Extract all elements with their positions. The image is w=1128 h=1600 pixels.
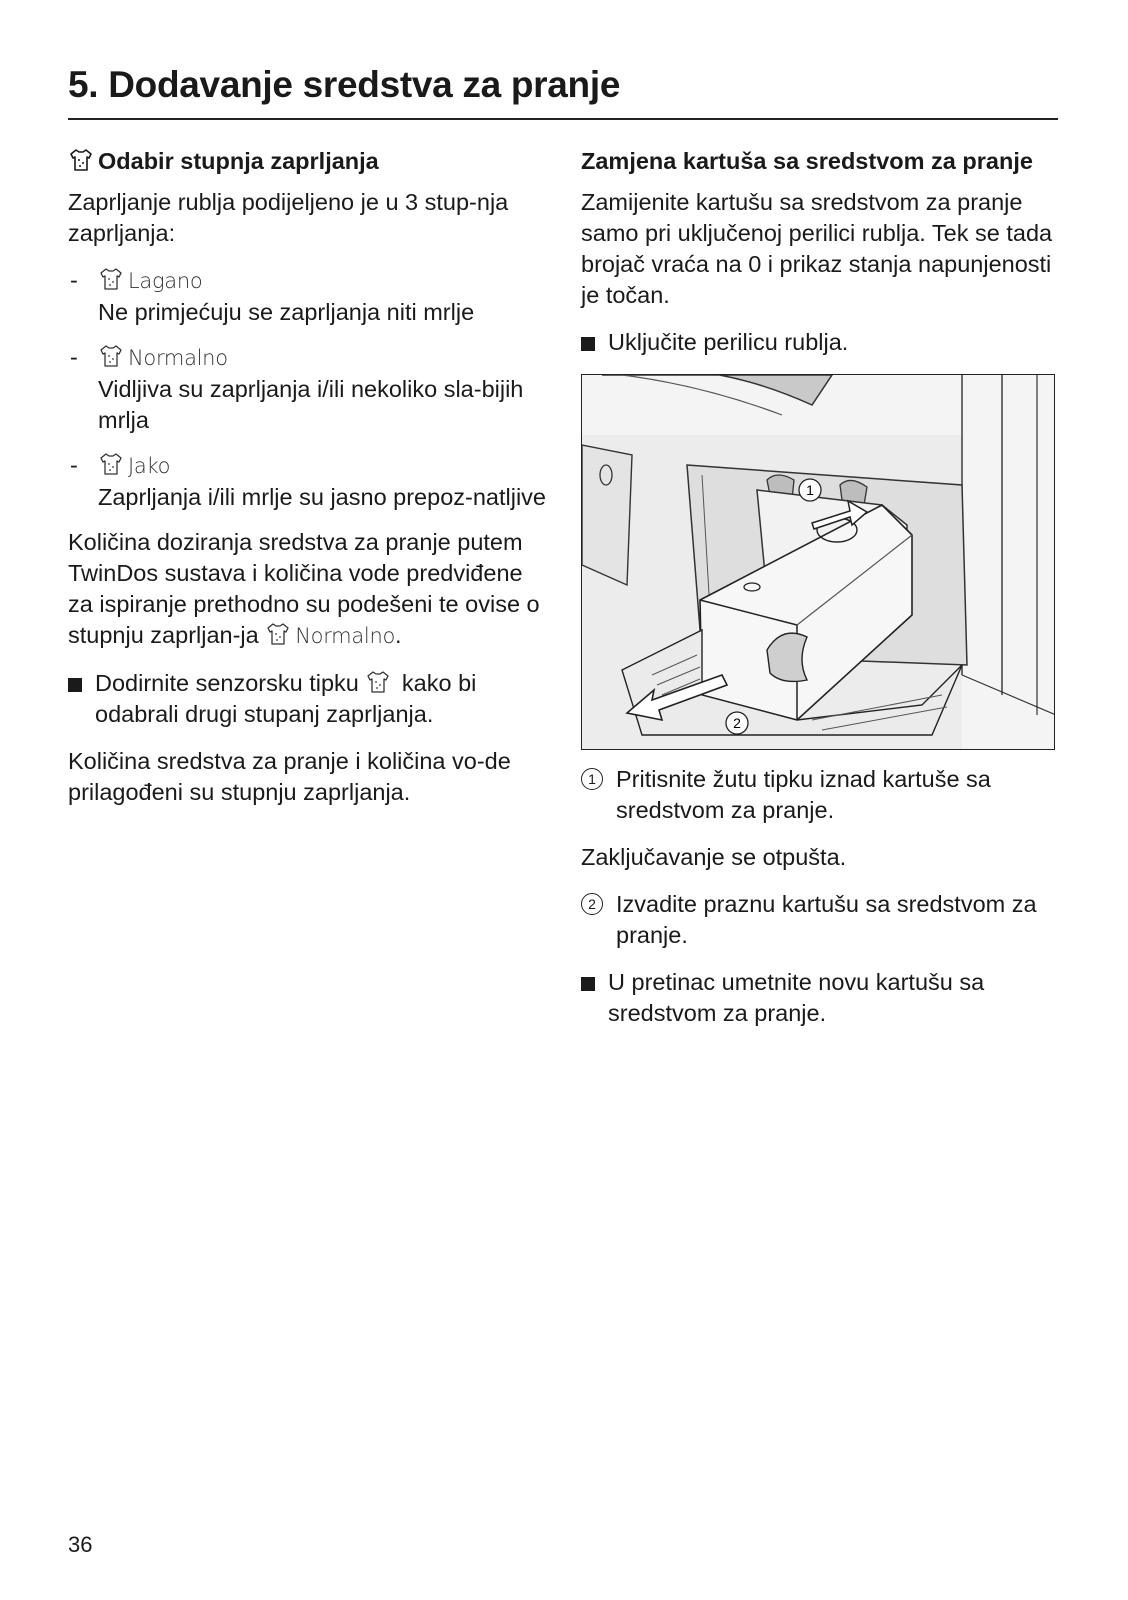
soil-level-description: Vidljiva su zaprljanja i/ili nekoliko sla-bijih mrlja: [98, 376, 524, 433]
shirt-soil-icon: [98, 451, 124, 477]
dosing-paragraph: Količina doziranja sredstva za pranje putem TwinDos sustava i količina vode predviđene za ispiranje prethodno su podešeni te ovise o stupnju zaprljan-ja Normalno.: [68, 529, 540, 648]
shirt-soil-icon: [98, 343, 124, 369]
cartridge-intro: Zamijenite kartušu sa sredstvom za pranje samo pri uključenoj perilici rublja. Tek se tada brojač vraća na 0 i prikaz stanja napunjenosti je točan.: [581, 189, 1053, 308]
soil-intro: Zaprljanje rublja podijeljeno je u 3 stup-nja zaprljanja:: [68, 189, 509, 246]
instruction-step: U pretinac umetnite novu kartušu sa sredstvom za pranje.: [581, 967, 1066, 1029]
title-rule: [68, 118, 1058, 120]
cartridge-illustration: [581, 374, 1055, 750]
soil-level-name: Jako: [128, 454, 171, 478]
shirt-soil-icon: [365, 669, 391, 695]
step-number-2: 2: [581, 893, 603, 915]
shirt-soil-icon: [98, 266, 124, 292]
page-number: 36: [68, 1532, 93, 1557]
bullet-square-icon: [581, 977, 595, 991]
soil-level-description: Ne primjećuju se zaprljanja niti mrlje: [98, 299, 475, 325]
soil-level-description: Zaprljanja i/ili mrlje su jasno prepoz-natljive: [98, 484, 546, 510]
right-column: [581, 146, 1066, 1045]
bullet-square-icon: [581, 337, 595, 351]
release-note: Zaključavanje se otpušta.: [581, 844, 847, 870]
callout-2-label: 2: [733, 715, 741, 731]
instruction-step: Dodirnite senzorsku tipku kako bi odabrali drugi stupanj zaprljanja.: [68, 668, 548, 730]
cartridge-drawing: [582, 375, 1055, 750]
instruction-step: Uključite perilicu rublja.: [581, 327, 1066, 358]
soil-level-heading: Odabir stupnja zaprljanja: [68, 146, 548, 177]
left-column: [68, 146, 548, 824]
soil-level-item: - Lagano Ne primjećuju se zaprljanja niti mrlje: [68, 265, 548, 328]
numbered-step: 1 Pritisnite žutu tipku iznad kartuše sa sredstvom za pranje.: [581, 764, 1066, 826]
page-title: 5. Dodavanje sredstva za pranje: [68, 64, 621, 105]
shirt-soil-icon: [68, 147, 94, 173]
shirt-soil-icon: [265, 621, 291, 647]
bullet-square-icon: [68, 678, 82, 692]
soil-level-item: - Normalno Vidljiva su zaprljanja i/ili nekoliko sla-bijih mrlja: [68, 342, 548, 436]
soil-level-item: - Jako Zaprljanja i/ili mrlje su jasno prepoz-natljive: [68, 450, 548, 513]
soil-level-name: Normalno: [128, 346, 228, 370]
soil-level-name: Lagano: [128, 269, 203, 293]
step-number-1: 1: [581, 768, 603, 790]
cartridge-heading: Zamjena kartuša sa sredstvom za pranje: [581, 148, 1033, 174]
closing-paragraph: Količina sredstva za pranje i količina vo-de prilagođeni su stupnju zaprljanja.: [68, 748, 511, 805]
callout-1-label: 1: [806, 482, 814, 498]
numbered-step: 2 Izvadite praznu kartušu sa sredstvom za pranje.: [581, 889, 1066, 951]
